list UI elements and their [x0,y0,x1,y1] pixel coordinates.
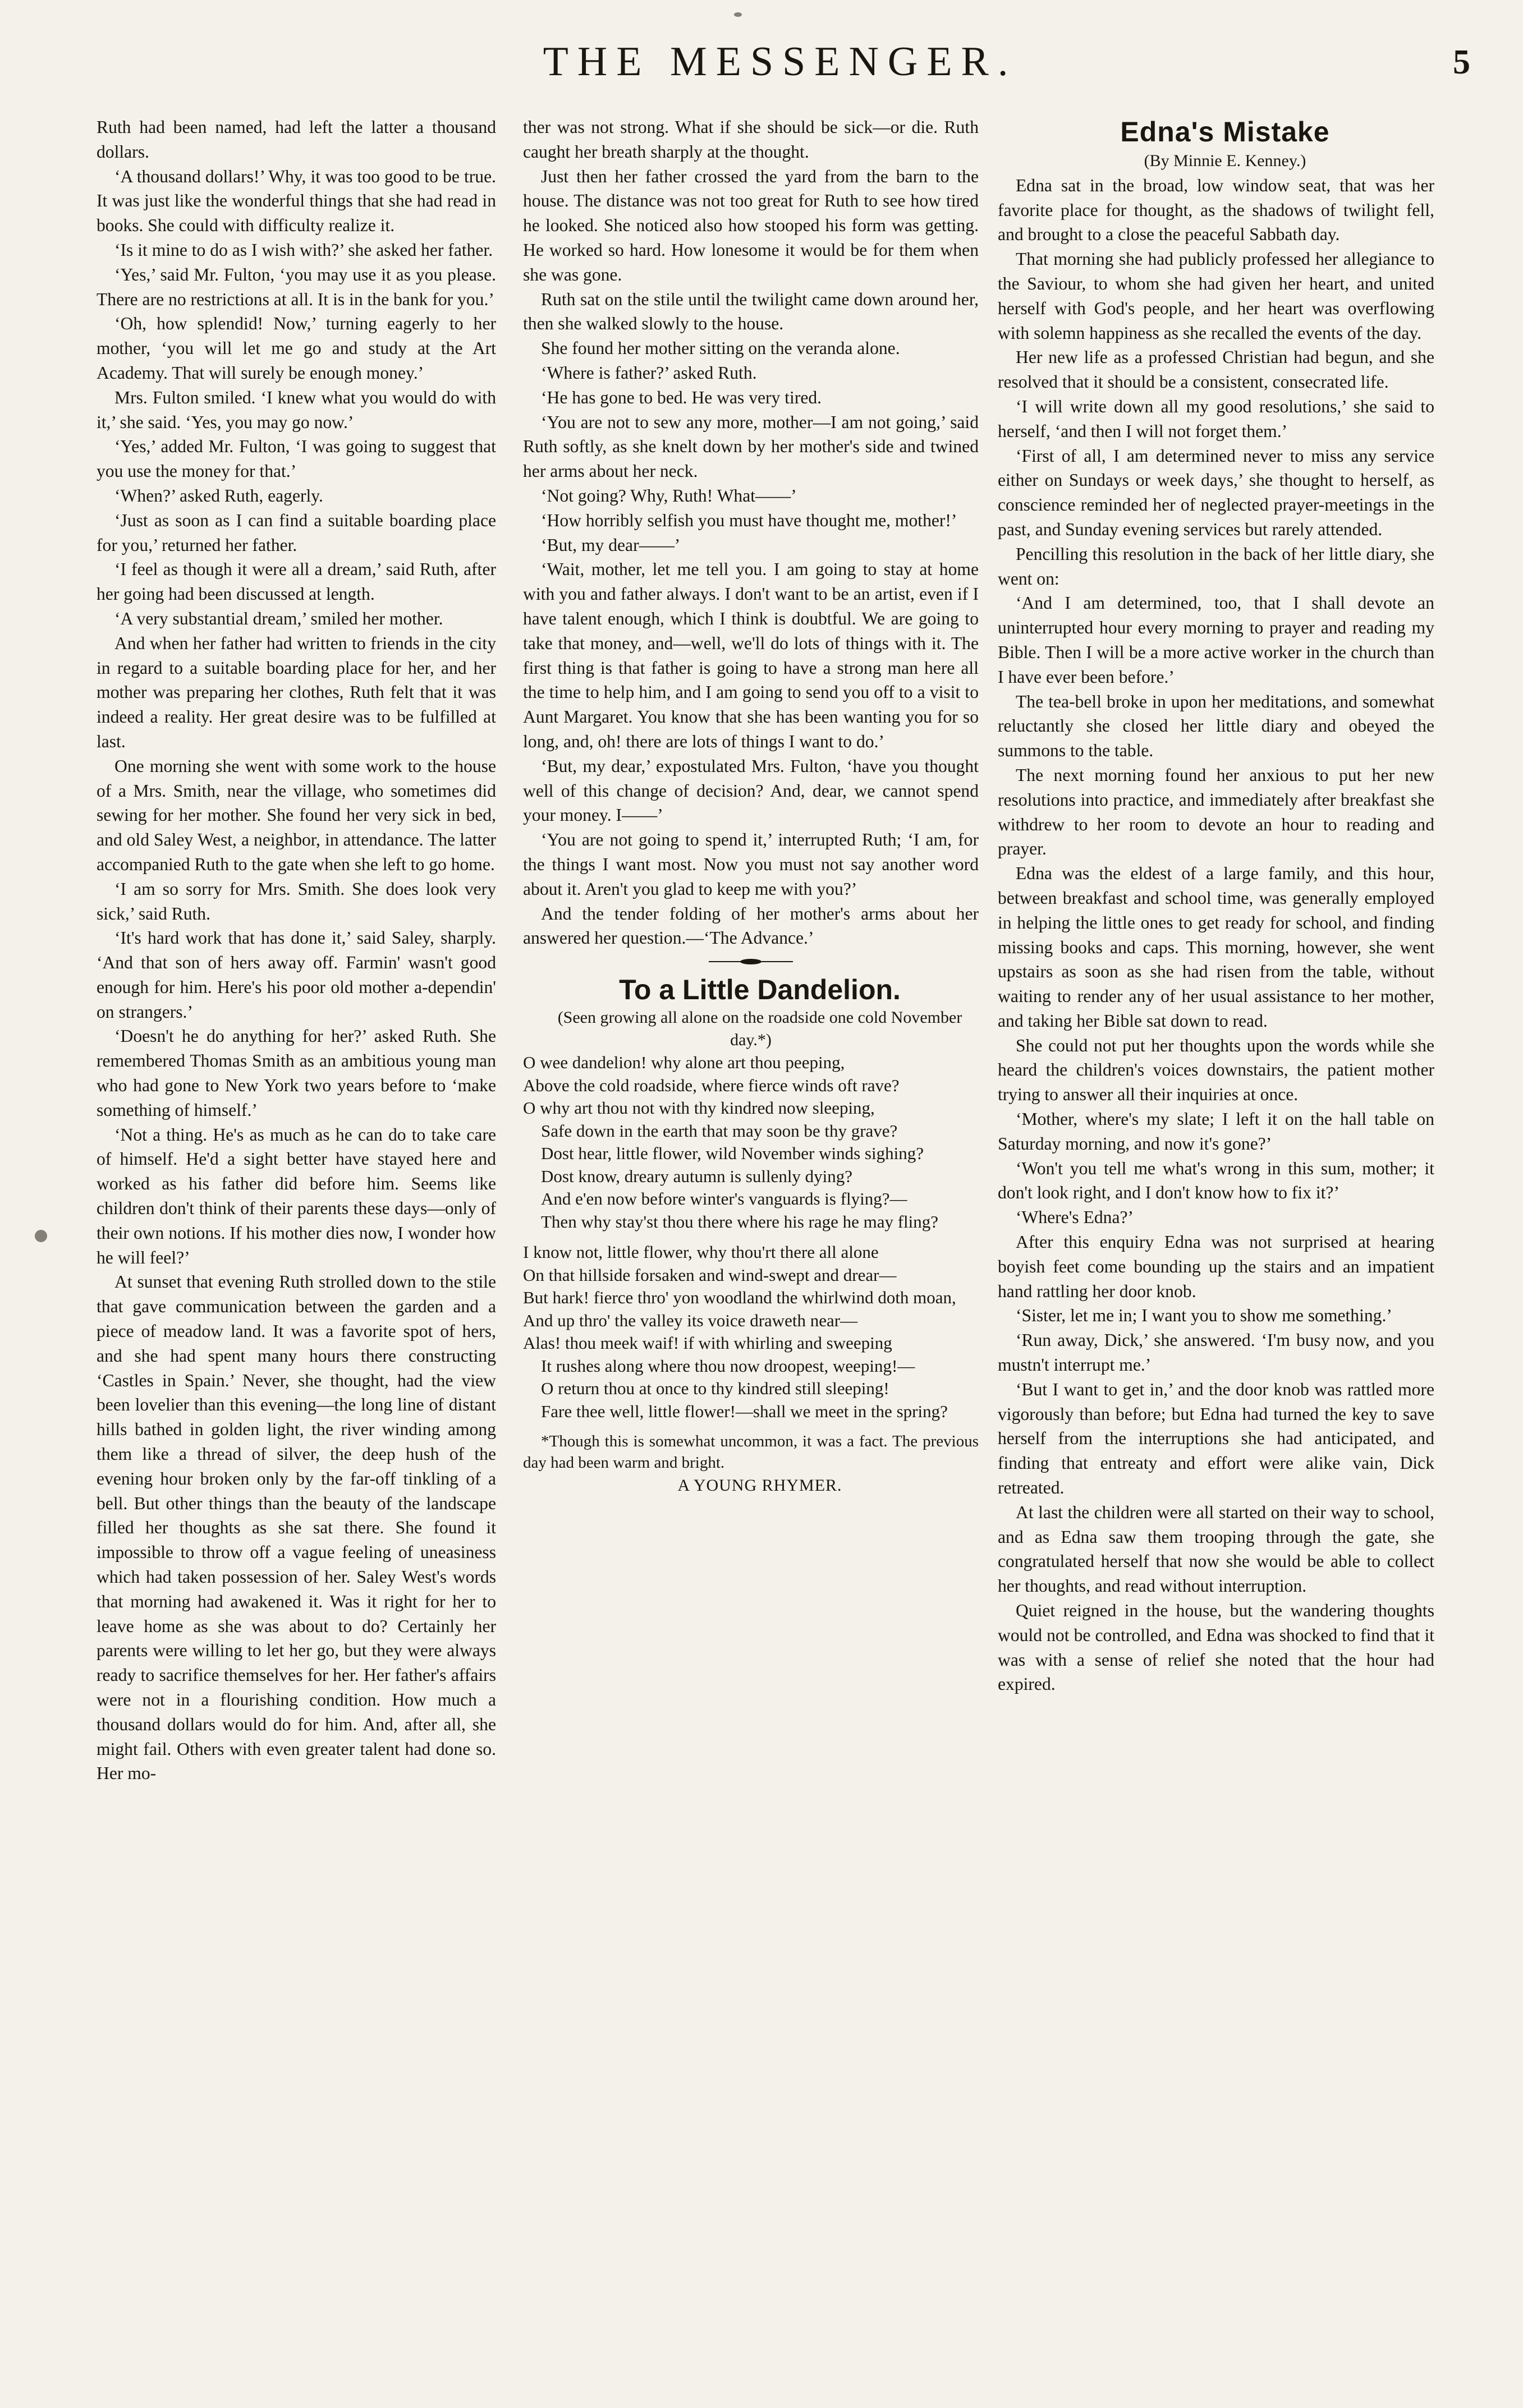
paragraph: ‘Oh, how splendid! Now,’ turning eagerly to her mother, ‘you will let me go and study at the Art Academy. That will surely be enough money.’ [97,314,496,383]
paragraph: Quiet reigned in the house, but the wandering thoughts would not be controlled, and Edna was shocked to find that it was with a sense of relief she noted that the hour had expired. [998,1601,1434,1694]
poem-line: And e'en now before winter's vanguards is flying?— [541,1189,907,1209]
paragraph: One morning she went with some work to the house of a Mrs. Smith, near the village, who sometimes did sewing for her mother. She found her very sick in bed, and old Saley West, a neighbor, in attendance. The latter accompanied Ruth to the gate when she left to go home. [97,756,496,874]
paragraph: At last the children were all started on their way to school, and as Edna saw them trooping through the gate, she congratulated herself that now she would be able to collect her thoughts, and read without interruption. [998,1502,1434,1596]
poem-line: I know not, little flower, why thou'rt there all alone [523,1242,879,1262]
paragraph: ‘Yes,’ said Mr. Fulton, ‘you may use it as you please. There are no restrictions at all. It is in the bank for you.’ [97,264,496,309]
poem-footnote: *Though this is somewhat uncommon, it was a fact. The previous day had been warm and bright. [523,1432,979,1472]
paragraph: ‘Sister, let me in; I want you to show me something.’ [1016,1306,1392,1326]
paragraph: ‘But, my dear——’ [541,535,681,555]
paragraph: ‘Won't you tell me what's wrong in this sum, mother; it don't look right, and I don't know how to fix it?’ [998,1158,1434,1203]
paragraph: ‘When?’ asked Ruth, eagerly. [114,485,323,506]
paragraph: At sunset that evening Ruth strolled down to the stile that gave communication between the garden and a piece of meadow land. It was a favorite spot of hers, and she had spent many hours there constructing ‘Castles in Spain.’ Never, she thought, had the view been lovelier than this evening—the long line of distant hills bathed in golden light, the river winding among them like a thread of silver, the deep hush of the evening hour broken only by the far-off tinkling of a bell. But other things than the beauty of the landscape filled her thoughts as she sat there. She found it impossible to throw off a vague feeling of uneasiness which had taken possession of her. Saley West's words that morning had awakened it. Was it right for her to leave home as she was about to do? Certainly her parents were willing to let her go, but they were always ready to sacrifice themselves for her. Her father's affairs were not in a flourishing condition. How much a thousand dollars would do for him. And, after all, she might fail. Others with even greater talent had done so. Her mo- [97,1272,496,1784]
paragraph: ‘Doesn't he do anything for her?’ asked Ruth. She remembered Thomas Smith as an ambitious young man who had gone to New York two years before to ‘make something of himself.’ [97,1026,496,1120]
paragraph: ‘Yes,’ added Mr. Fulton, ‘I was going to suggest that you use the money for that.’ [97,436,496,481]
paragraph: ‘I am so sorry for Mrs. Smith. She does look very sick,’ said Ruth. [97,879,496,923]
paragraph: ‘Run away, Dick,’ she answered. ‘I'm busy now, and you mustn't interrupt me.’ [998,1330,1434,1375]
paragraph: ‘But, my dear,’ expostulated Mrs. Fulton, ‘have you thought well of this change of decision? And, dear, we cannot spend your money. I——’ [523,756,979,825]
paragraph: Edna sat in the broad, low window seat, that was her favorite place for thought, as the shadows of twilight fell, and brought to a close the peaceful Sabbath day. [998,175,1434,245]
poem-line: Dost hear, little flower, wild November winds sighing? [541,1143,924,1164]
paragraph: She could not put her thoughts upon the words while she heard the children's voices downstairs, the patient mother trying to answer all their inquiries at once. [998,1035,1434,1105]
paragraph: ‘You are not going to spend it,’ interrupted Ruth; ‘I am, for the things I want most. Now you must not say another word about it. Aren't you glad to keep me with you?’ [523,830,979,899]
paragraph: Mrs. Fulton smiled. ‘I knew what you would do with it,’ she said. ‘Yes, you may go now.’ [97,387,496,432]
paragraph: ‘How horribly selfish you must have thought me, mother!’ [541,510,957,530]
paragraph: ‘But I want to get in,’ and the door knob was rattled more vigorously than before; but Edna had turned the key to save herself from the interruptions she had anticipated, and finding that entreaty and effort were alike vain, Dick retreated. [998,1379,1434,1498]
paragraph: ‘Mother, where's my slate; I left it on the hall table on Saturday morning, and now it's gone?’ [998,1109,1434,1154]
paragraph: The next morning found her anxious to put her new resolutions into practice, and immediately after breakfast she withdrew to her room to devote an hour to reading and prayer. [998,765,1434,859]
paragraph: Edna was the eldest of a large family, and this hour, between breakfast and school time, was generally employed in helping the little ones to get ready for school, and finding missing books and caps. This morning, however, she went upstairs as soon as she had risen from the table, without waiting to render any of her usual assistance to her mother, and taking her Bible sat down to read. [998,863,1434,1031]
poem-line: It rushes along where thou now droopest, weeping!— [541,1355,915,1376]
paragraph: ‘Where is father?’ asked Ruth. [541,362,757,383]
paragraph: ‘I will write down all my good resolutions,’ she said to herself, ‘and then I will not forget them.’ [998,396,1434,441]
ink-blot-mark [734,12,742,17]
poem-line: On that hillside forsaken and wind-swept and drear— [523,1265,897,1285]
poem-line: Alas! thou meek waif! if with whirling and sweeping [523,1333,892,1353]
paragraph: ‘Wait, mother, let me tell you. I am going to stay at home with you and father always. I don't want to be an artist, even if I have talent enough, which I think is doubtful. We are going to take that money, and—well, we'll do lots of things with it. The first thing is that father is going to have a strong man here all the time to help him, and I am going to send you off to a visit to Aunt Margaret. You know that she has been wanting you for so long, and, oh! there are lots of things I want to do.’ [523,559,979,751]
poem-line: O return thou at once to thy kindred still sleeping! [541,1378,889,1399]
paragraph: ‘Not a thing. He's as much as he can do to take care of himself. He'd a sight better have stayed here and worked as his father did before him. Seems like children don't think of their parents these days—only of their own notions. If his mother dies now, I wonder how he will feel?’ [97,1124,496,1267]
paragraph: Ruth sat on the stile until the twilight came down around her, then she walked slowly to the house. [523,289,979,334]
paragraph: ‘Where's Edna?’ [1016,1207,1134,1228]
paragraph: Her new life as a professed Christian had begun, and she resolved that it should be a consistent, consecrated life. [998,347,1434,392]
poem-line: Above the cold roadside, where fierce winds oft rave? [523,1075,900,1095]
poem-line: O why art thou not with thy kindred now sleeping, [523,1098,875,1118]
story-byline: (By Minnie E. Kenney.) [1144,151,1306,170]
paragraph: ‘Just as soon as I can find a suitable boarding place for you,’ returned her father. [97,510,496,555]
paragraph: Just then her father crossed the yard from the barn to the house. The distance was not too great for Ruth to see how tired he looked. She noticed also how stooped his form was getting. He worked so hard. How lonesome it would be for them when she was gone. [523,166,979,284]
paragraph: Ruth had been named, had left the latter a thousand dollars. [97,117,496,162]
paragraph: And when her father had written to friends in the city in regard to a suitable boarding place for her, and her mother was preparing her clothes, Ruth felt that it was indeed a reality. Her great desire was to be fulfilled at last. [97,633,496,751]
poem-stanza [523,1241,979,1423]
poem-subtitle: (Seen growing all alone on the roadside one cold November day.*) [557,1008,962,1050]
paragraph: ‘And I am determined, too, that I shall devote an uninterrupted hour every morning to prayer and reading my Bible. Then I will be a more active worker in the church than I have ever been before.’ [998,593,1434,687]
page-number: 5 [1453,43,1470,81]
paragraph: ‘It's hard work that has done it,’ said Saley, sharply. ‘And that son of hers away off. Farmin' wasn't good enough for him. Here's his poor old mother a-dependin' on strangers.’ [97,928,496,1022]
poem-line: But hark! fierce thro' yon woodland the whirlwind doth moan, [523,1288,956,1308]
newspaper-title: THE MESSENGER. [543,39,1017,85]
poem-line: Then why stay'st thou there where his rage he may fling? [541,1211,939,1231]
story-title: Edna's Mistake [1120,116,1330,148]
poem-line: O wee dandelion! why alone art thou peeping, [523,1053,845,1073]
paragraph: ‘A thousand dollars!’ Why, it was too good to be true. It was just like the wonderful things that she had read in books. She could with difficulty realize it. [97,166,496,236]
paragraph: ‘First of all, I am determined never to miss any service either on Sundays or week days,’ she thought to herself, as conscience reminded her of neglected prayer-meetings in the past, and Sunday evening services but rarely attended. [998,445,1434,539]
column-3-ednas-mistake [998,115,1434,1697]
paragraph: ‘He has gone to bed. He was very tired. [541,387,822,407]
paragraph: ‘A very substantial dream,’ smiled her mother. [114,608,443,628]
paragraph: ‘Is it mine to do as I wish with?’ she asked her father. [114,240,493,260]
paragraph: ‘You are not to sew any more, mother—I am not going,’ said Ruth softly, as she knelt down by her mother's side and twined her arms about her neck. [523,412,979,481]
column-2 [523,115,979,1498]
paragraph: After this enquiry Edna was not surprised at hearing boyish feet come bounding up the stairs and an impatient hand rattling her door knob. [998,1232,1434,1301]
poem-signature: A YOUNG RHYMER. [677,1476,842,1495]
poem-line: And up thro' the valley its voice draweth near— [523,1310,858,1330]
ink-blot-mark [35,1230,47,1242]
poem-line: Fare thee well, little flower!—shall we meet in the spring? [541,1401,948,1421]
paragraph: She found her mother sitting on the veranda alone. [541,338,900,359]
poem-body [523,1051,979,1423]
paragraph: And the tender folding of her mother's arms about her answered her question.—‘The Advance.’ [523,903,979,948]
poem-line: Safe down in the earth that may soon be thy grave? [541,1120,898,1141]
paragraph: Pencilling this resolution in the back of her little diary, she went on: [998,544,1434,589]
masthead [90,33,1470,94]
section-divider-ornament [709,958,793,965]
paragraph: ‘Not going? Why, Ruth! What——’ [541,485,797,506]
paragraph: ther was not strong. What if she should be sick—or die. Ruth caught her breath sharply at the thought. [523,117,979,162]
poem-stanza [523,1051,979,1233]
paragraph: That morning she had publicly professed her allegiance to the Saviour, to whom she had given her heart, and united herself with God's people, and her heart was overflowing with solemn happiness as she recalled the events of the day. [998,249,1434,343]
poem-line: Dost know, dreary autumn is sullenly dying? [541,1166,853,1186]
paragraph: ‘I feel as though it were all a dream,’ said Ruth, after her going had been discussed at length. [97,559,496,604]
paragraph: The tea-bell broke in upon her meditations, and somewhat reluctantly she closed her little diary and obeyed the summons to the table. [998,691,1434,761]
poem-title: To a Little Dandelion. [619,974,901,1006]
column-1-ruth-story-continued [97,115,496,1786]
